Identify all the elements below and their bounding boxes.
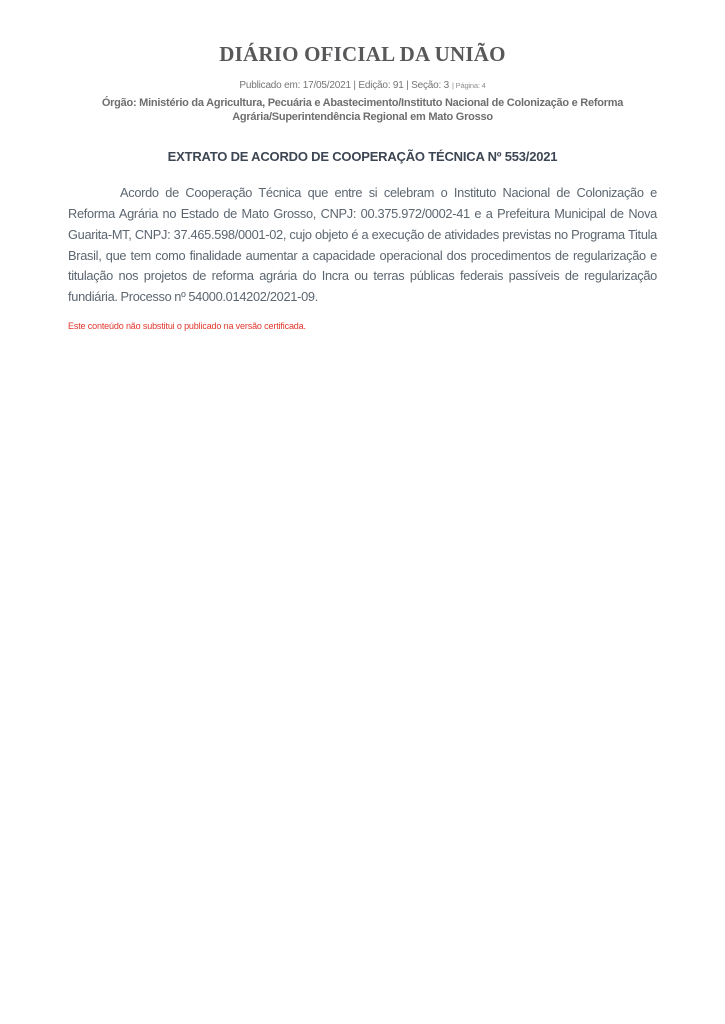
publication-meta: Publicado em: 17/05/2021 | Edição: 91 | Seção: 3 <box>239 80 450 92</box>
certification-note: Este conteúdo não substitui o publicado na versão certificada. <box>68 320 306 331</box>
publication-meta-line <box>68 80 657 91</box>
article-heading: EXTRATO DE ACORDO DE COOPERAÇÃO TÉCNICA Nº 553/2021 <box>167 149 558 165</box>
masthead <box>68 42 657 124</box>
organ-line: Órgão: Ministério da Agricultura, Pecuária e Abastecimento/Instituto Nacional de Colonização e Reforma Agrária/Superintendência Regional em Mato Grosso <box>101 97 624 124</box>
gazette-title: DIÁRIO OFICIAL DA UNIÃO <box>219 42 506 66</box>
article-body: Acordo de Cooperação Técnica que entre si celebram o Instituto Nacional de Colonização e Reforma Agrária no Estado de Mato Grosso, CNPJ: 00.375.972/0002-41 e a Prefeitura Municipal de Nova Guarita-MT, CNPJ: 37.465.598/0001-02, cujo objeto é a execução de atividades previstas no Programa Titula Brasil, que tem como finalidade aumentar a capacidade operacional dos procedimentos de regularização e titulação nos projetos de reforma agrária do Incra ou terras públicas federais passíveis de regularização fundiária. Processo nº 54000.014202/2021-09. <box>68 185 657 305</box>
publication-page-number: | Página: 4 <box>452 81 486 91</box>
article <box>68 149 657 331</box>
